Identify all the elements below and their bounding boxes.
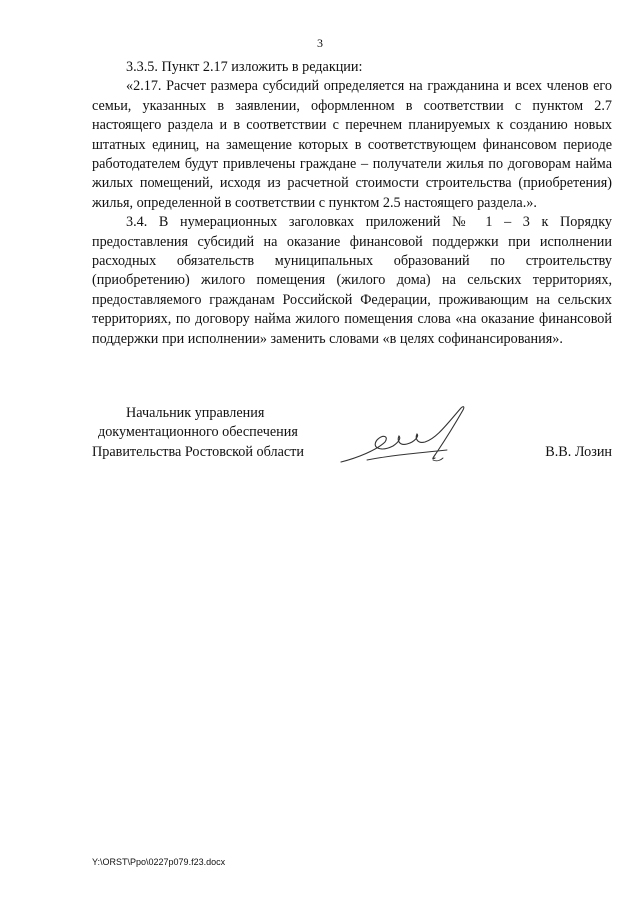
signatory-name: В.В. Лозин <box>545 444 612 460</box>
signatory-title-line1: Начальник управления <box>126 405 265 421</box>
paragraph-3-4: 3.4. В нумерационных заголовках приложений № 1 – 3 к Порядку предоставления субсидий на оказание финансовой поддержки при исполнении расходных обязательств муниципальных образований по строительству (приобретению) жилого помещения (жилого дома) на сельских территориях, предоставляемого гражданам Российской Федерации, проживающим на сельских территориях, по договору найма жилого помещения слова «на оказание финансовой поддержки при исполнении» заменить словами «в целях софинансирования». <box>92 214 612 347</box>
paragraph-2-17: «2.17. Расчет размера субсидий определяется на гражданина и всех членов его семьи, указанных в заявлении, оформленном в соответствии с пунктом 2.7 настоящего раздела и в соответствии с перечнем планируемых к созданию новых штатных единиц, на замещение которых в соответствующем финансовом периоде работодателем будут привлечены граждане – получатели жилья по договорам найма жилых помещений, исходя из расчетной стоимости строительства (приобретения) жилья, определенной в соответствии с пунктом 2.5 настоящего раздела.». <box>92 78 612 211</box>
signatory-title-line2: документационного обеспечения <box>98 424 298 441</box>
page-number: 3 <box>317 36 323 50</box>
handwritten-signature <box>337 400 477 470</box>
signature-block <box>92 400 612 480</box>
paragraph-3-3-5: 3.3.5. Пункт 2.17 изложить в редакции: <box>126 59 363 75</box>
document-body <box>92 58 612 349</box>
signatory-title <box>92 404 304 462</box>
file-path-footer: Y:\ORST\Ppo\0227p079.f23.docx <box>92 857 226 867</box>
signatory-title-line3: Правительства Ростовской области <box>92 443 304 460</box>
